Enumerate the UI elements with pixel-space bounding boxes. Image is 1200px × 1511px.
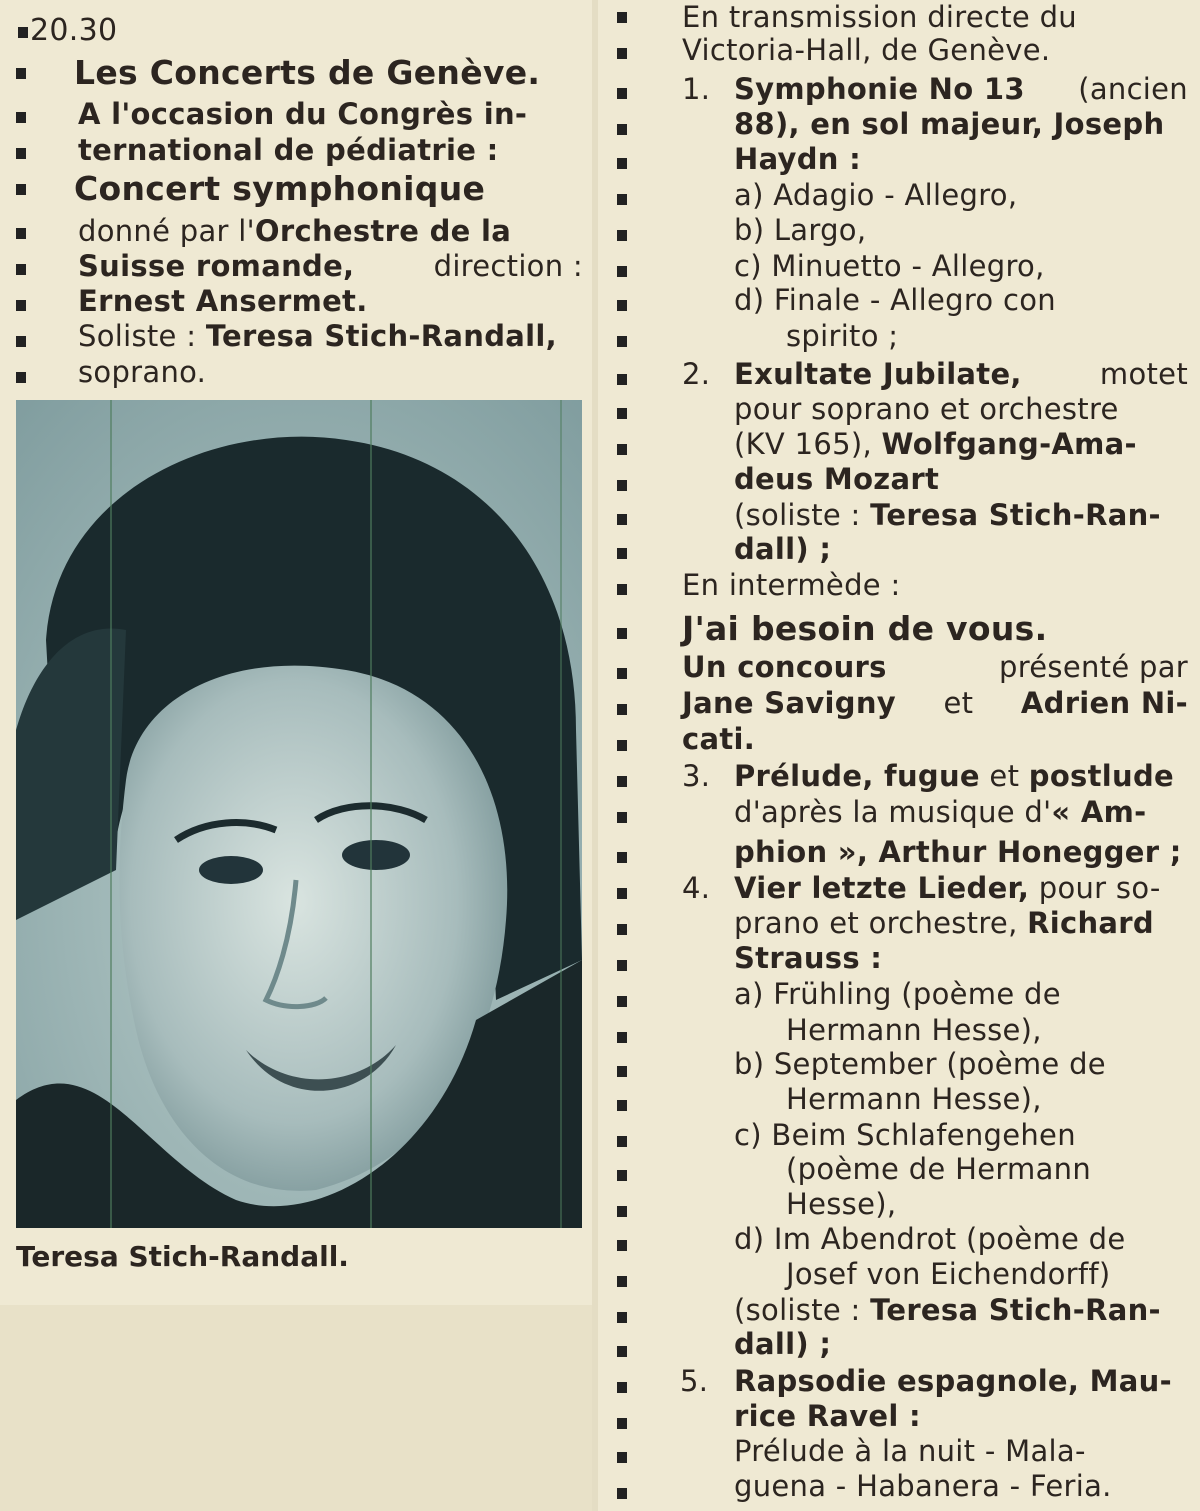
bullet-square-icon — [16, 228, 26, 239]
song-c-cont-2: Hesse), — [786, 1187, 897, 1221]
bullet-square-icon — [617, 1276, 627, 1287]
item-1-title-line — [734, 72, 1188, 106]
item-3-number: 3. — [682, 759, 711, 793]
host-1: Jane Savigny — [682, 686, 896, 720]
movement-d-cont: spirito ; — [786, 319, 899, 353]
given-by-line — [78, 214, 511, 248]
movement-b: b) Largo, — [734, 213, 867, 247]
contest-label: Un concours — [682, 650, 887, 684]
bullet-square-icon — [617, 300, 627, 311]
song-b-cont: Hermann Hesse), — [786, 1082, 1042, 1116]
program-title: Les Concerts de Genève. — [74, 53, 541, 92]
bullet-square-icon — [617, 852, 627, 863]
broadcast-time: 20.30 — [30, 13, 118, 48]
item-2-number: 2. — [682, 357, 711, 391]
orchestra-name-part-1: Orchestre de la — [254, 214, 512, 248]
bullet-square-icon — [617, 1382, 627, 1393]
item-3-work-a: « Am- — [1051, 795, 1147, 829]
item-3-title-b: postlude — [1028, 759, 1174, 793]
item-1-number: 1. — [682, 72, 711, 106]
item-4-soloist-name: Teresa Stich-Ran- — [870, 1293, 1161, 1327]
bullet-square-icon — [16, 264, 26, 275]
item-2-soloist-name: Teresa Stich-Ran- — [870, 498, 1161, 532]
bullet-square-icon — [617, 1066, 627, 1077]
bullet-square-icon — [617, 628, 627, 639]
photo-caption: Teresa Stich-Randall. — [16, 1240, 349, 1273]
bullet-square-icon — [617, 704, 627, 715]
bullet-square-icon — [617, 336, 627, 347]
item-3-composer: phion », Arthur Honegger ; — [734, 835, 1182, 869]
conductor-name: Ernest Ansermet. — [78, 284, 368, 318]
bullet-square-icon — [617, 1206, 627, 1217]
soloist-label: Soliste : — [78, 319, 197, 353]
bullet-square-icon — [16, 148, 26, 159]
item-2-title-line — [734, 357, 1188, 391]
song-b: b) September (poème de — [734, 1047, 1106, 1081]
item-4-composer-b: Strauss : — [734, 941, 883, 975]
occasion-line-1: A l'occasion du Congrès in- — [78, 97, 528, 131]
bullet-square-icon — [617, 1488, 627, 1499]
bullet-square-icon — [16, 300, 26, 311]
bullet-square-icon — [617, 374, 627, 385]
item-3-source-line — [734, 795, 1146, 829]
column-divider — [592, 0, 598, 1511]
venue-line: Victoria-Hall, de Genève. — [682, 33, 1051, 67]
bullet-square-icon — [617, 1312, 627, 1323]
item-3-title-line — [734, 759, 1174, 793]
item-4-soloist-label: (soliste : — [734, 1293, 861, 1327]
bullet-square-icon — [16, 372, 26, 383]
bullet-square-icon — [617, 960, 627, 971]
item-2-catalogue-line — [734, 427, 1137, 461]
bullet-square-icon — [617, 124, 627, 135]
bullet-square-icon — [617, 996, 627, 1007]
item-1-title: Symphonie No 13 — [734, 72, 1025, 106]
bullet-square-icon — [617, 1032, 627, 1043]
bullet-square-icon — [617, 480, 627, 491]
bullet-square-icon — [617, 888, 627, 899]
bullet-square-icon — [617, 776, 627, 787]
movement-a: a) Adagio - Allegro, — [734, 178, 1018, 212]
given-by-text: donné par l' — [78, 214, 255, 248]
item-2-soloist-label: (soliste : — [734, 498, 861, 532]
soloist-portrait-photo — [16, 400, 582, 1228]
occasion-line-2: ternational de pédiatrie : — [78, 133, 499, 167]
item-4-scoring-b: prano et orchestre, — [734, 906, 1018, 940]
contest-line — [682, 650, 1188, 684]
song-a: a) Frühling (poème de — [734, 977, 1061, 1011]
item-2-composer-a: Wolfgang-Ama- — [881, 427, 1137, 461]
bullet-square-icon — [16, 184, 26, 195]
concert-subtitle: Concert symphonique — [74, 169, 486, 208]
host-2: Adrien Ni- — [1020, 686, 1188, 720]
bullet-square-icon — [617, 812, 627, 823]
item-1-key: 88), en sol majeur, Joseph — [734, 107, 1165, 141]
bullet-square-icon — [617, 584, 627, 595]
bullet-square-icon — [617, 1170, 627, 1181]
transmission-text: En transmission directe du — [682, 0, 1077, 34]
bullet-square-icon — [16, 68, 26, 79]
bullet-square-icon — [16, 336, 26, 347]
movement-d: d) Finale - Allegro con — [734, 283, 1056, 317]
item-1-note: (ancien — [1078, 72, 1188, 106]
transmission-line — [682, 0, 1188, 34]
hosts-and: et — [943, 686, 974, 720]
item-4-soloist-line — [734, 1293, 1161, 1327]
item-4-title: Vier letzte Lieder, — [734, 871, 1030, 905]
contest-presented-by: présenté par — [999, 650, 1188, 684]
hosts-line — [682, 686, 1188, 720]
item-2-title: Exultate Jubilate, — [734, 357, 1022, 391]
bullet-square-icon — [16, 112, 26, 123]
item-2-soloist-line — [734, 498, 1161, 532]
bullet-square-icon — [617, 1100, 627, 1111]
item-4-soloist-cont: dall) ; — [734, 1327, 832, 1361]
bullet-square-icon — [617, 194, 627, 205]
bullet-square-icon — [617, 1346, 627, 1357]
soloist-line — [78, 319, 557, 353]
bullet-square-icon — [617, 230, 627, 241]
song-c-cont: (poème de Hermann — [786, 1152, 1092, 1186]
portrait-image — [16, 400, 582, 1228]
item-5-movements-a: Prélude à la nuit - Mala- — [734, 1434, 1086, 1468]
orchestra-name-part-2: Suisse romande, — [78, 249, 355, 283]
bullet-square-icon — [617, 12, 627, 23]
bullet-square-icon — [617, 444, 627, 455]
item-4-number: 4. — [682, 871, 711, 905]
bullet-square-icon — [617, 1136, 627, 1147]
bullet-square-icon — [617, 668, 627, 679]
item-1-composer: Haydn : — [734, 142, 862, 176]
direction-label: direction : — [433, 249, 583, 283]
item-2-soloist-cont: dall) ; — [734, 532, 832, 566]
soloist-name: Teresa Stich-Randall, — [205, 319, 557, 353]
bullet-square-icon — [617, 158, 627, 169]
bullet-square-icon — [617, 48, 627, 59]
bullet-square-icon — [18, 27, 28, 38]
song-d: d) Im Abendrot (poème de — [734, 1222, 1126, 1256]
item-3-title-a: Prélude, fugue — [734, 759, 980, 793]
bullet-square-icon — [617, 1452, 627, 1463]
item-5-title: Rapsodie espagnole, Mau- — [734, 1364, 1172, 1398]
host-2-cont: cati. — [682, 722, 756, 756]
item-2-catalogue: (KV 165), — [734, 427, 872, 461]
song-a-cont: Hermann Hesse), — [786, 1013, 1042, 1047]
bullet-square-icon — [617, 88, 627, 99]
item-2-composer-b: deus Mozart — [734, 462, 940, 496]
item-5-composer: rice Ravel : — [734, 1399, 921, 1433]
bullet-square-icon — [617, 408, 627, 419]
item-4-scoring-line — [734, 906, 1154, 940]
bullet-square-icon — [617, 548, 627, 559]
song-c: c) Beim Schlafengehen — [734, 1118, 1076, 1152]
item-4-composer-a: Richard — [1027, 906, 1154, 940]
bullet-square-icon — [617, 1240, 627, 1251]
movement-c: c) Minuetto - Allegro, — [734, 249, 1045, 283]
intermission-title: J'ai besoin de vous. — [682, 609, 1048, 648]
song-d-cont: Josef von Eichendorff) — [786, 1257, 1111, 1291]
bullet-square-icon — [617, 1418, 627, 1429]
item-3-source: d'après la musique d' — [734, 795, 1052, 829]
item-4-scoring-a: pour so- — [1038, 871, 1161, 905]
orchestra-line — [78, 249, 583, 283]
bullet-square-icon — [617, 514, 627, 525]
soloist-voice: soprano. — [78, 355, 207, 389]
intermission-label: En intermède : — [682, 568, 901, 602]
item-3-and: et — [989, 759, 1020, 793]
item-5-number: 5. — [680, 1364, 709, 1398]
item-2-genre: motet — [1099, 357, 1188, 391]
item-4-title-line — [734, 871, 1161, 905]
item-2-scoring: pour soprano et orchestre — [734, 392, 1119, 426]
item-5-movements-b: guena - Habanera - Feria. — [734, 1469, 1112, 1503]
bullet-square-icon — [617, 740, 627, 751]
bullet-square-icon — [617, 924, 627, 935]
bullet-square-icon — [617, 266, 627, 277]
